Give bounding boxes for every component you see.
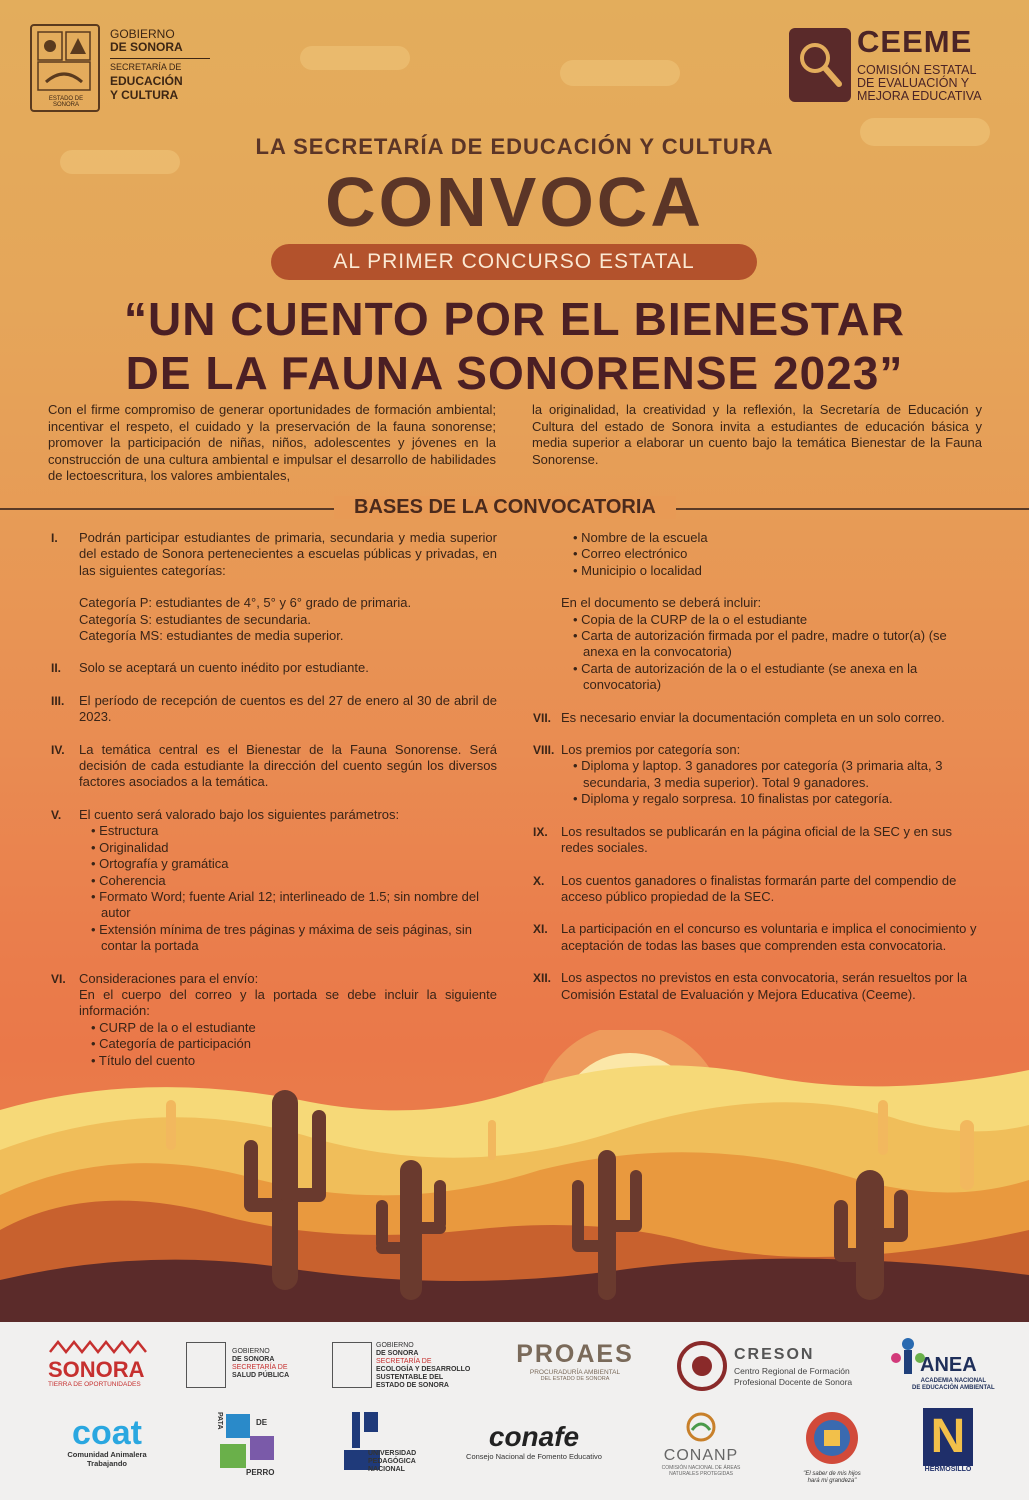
upn-l2: PEDAGÓGICA xyxy=(368,1458,416,1465)
base-text: En el cuerpo del correo y la portada se debe incluir la siguiente información: xyxy=(79,986,497,1019)
gob-line5-text: Y CULTURA xyxy=(110,88,179,102)
gob-line1: GOBIERNO xyxy=(110,27,175,41)
creson-l1: Centro Regional de Formación xyxy=(734,1366,850,1376)
school-seal-logo xyxy=(796,1410,868,1484)
ceeme-sub2: DE EVALUACIÓN Y xyxy=(857,76,970,90)
base-text: Los aspectos no previstos en esta convocatoria, serán resueltos por la Comisión Estatal de Evaluación y Mejora Educativa (Ceeme). xyxy=(561,970,968,1002)
bullet-item: • Carta de autorización de la o el estudiante (se anexa en la convocatoria) xyxy=(573,660,918,693)
base-item-x xyxy=(533,872,979,906)
base-text: El período de recepción de cuentos es del 27 de enero al 30 de abril de 2023. xyxy=(79,692,497,725)
ecologia-l5: SUSTENTABLE DEL xyxy=(376,1374,444,1381)
ceeme-sub1: COMISIÓN ESTATAL xyxy=(857,63,977,77)
gob-line4 xyxy=(110,74,183,102)
salud-l1: GOBIERNO xyxy=(232,1348,270,1355)
paw-tile-icon xyxy=(250,1436,274,1460)
state-seal-icon xyxy=(30,24,100,112)
ecologia-l4: ECOLOGÍA Y DESARROLLO xyxy=(376,1366,471,1373)
ecologia-l1: GOBIERNO xyxy=(376,1342,414,1349)
base-item-vi-cont xyxy=(561,530,979,694)
conanp-name: CONANP xyxy=(663,1447,739,1464)
category-p: Categoría P: estudiantes de 4°, 5° y 6° grado de primaria. xyxy=(79,595,412,611)
creson-logo xyxy=(676,1340,856,1390)
ecologia-logo xyxy=(332,1342,482,1392)
bases-column-right xyxy=(533,530,979,1019)
sonora-tag: TIERRA DE OPORTUNIDADES xyxy=(48,1381,141,1388)
bullet-item: • Municipio o localidad xyxy=(573,562,702,578)
base-number: XI. xyxy=(533,922,548,937)
gob-line2: DE SONORA xyxy=(110,40,183,54)
sonora-pattern-icon xyxy=(48,1340,152,1354)
creson-star-icon xyxy=(676,1340,728,1392)
state-seal-icon xyxy=(332,1342,372,1388)
base-text: Los resultados se publicarán en la página oficial de la SEC y en sus redes sociales. xyxy=(561,823,952,856)
base-item-ix xyxy=(533,823,979,857)
gob-line3: SECRETARÍA DE xyxy=(110,62,182,72)
doc-intro: En el documento se deberá incluir: xyxy=(561,595,762,611)
proaes-l2: DEL ESTADO DE SONORA xyxy=(540,1376,610,1382)
creson-l2: Profesional Docente de Sonora xyxy=(734,1377,853,1387)
ceeme-logo xyxy=(789,24,1009,104)
creson-desc xyxy=(734,1366,864,1388)
bullet-item: • Coherencia xyxy=(91,872,166,888)
salud-text xyxy=(232,1348,289,1380)
bullet-item: • Extensión mínima de tres páginas y máxima de seis páginas, sin contar la portada xyxy=(91,921,473,954)
base-text: Los premios por categoría son: xyxy=(561,742,741,758)
base-text: El cuento será valorado bajo los siguientes parámetros: xyxy=(79,806,400,822)
bullet-item: • Nombre de la escuela xyxy=(573,530,708,545)
coat-l2: Trabajando xyxy=(86,1459,127,1468)
conafe-logo xyxy=(454,1422,614,1466)
school-seal-icon xyxy=(804,1410,860,1466)
base-number: X. xyxy=(533,873,545,888)
anea-name: ANEA xyxy=(920,1354,977,1376)
gobierno-sonora-logo xyxy=(30,24,210,110)
cloud xyxy=(300,46,410,70)
base-item-iv xyxy=(51,741,497,791)
upn-text xyxy=(368,1450,416,1474)
anea-l1: ACADEMIA NACIONAL xyxy=(920,1378,987,1384)
anea-logo xyxy=(888,1336,1000,1396)
base-item-iii xyxy=(51,692,497,726)
category-ms: Categoría MS: estudiantes de media superior. xyxy=(79,628,344,644)
contest-title xyxy=(40,292,989,400)
bullet-item: • Originalidad xyxy=(91,839,169,855)
base-number: III. xyxy=(51,693,65,708)
category-s: Categoría S: estudiantes de secundaria. xyxy=(79,611,311,627)
base-text: Solo se aceptará un cuento inédito por estudiante. xyxy=(79,660,369,676)
bases-heading: BASES DE LA CONVOCATORIA xyxy=(334,496,676,519)
conanp-l2: NATURALES PROTEGIDAS xyxy=(669,1471,733,1477)
normal-name: HERMOSILLO xyxy=(924,1466,972,1473)
seal-caption: ESTADO DE SONORA xyxy=(48,96,84,108)
ecologia-l2: DE SONORA xyxy=(376,1350,419,1357)
quote-l1: "El saber de mis hijos xyxy=(803,1471,861,1477)
base-number: IX. xyxy=(533,824,548,839)
contest-title-line1: “UN CUENTO POR EL BIENESTAR xyxy=(124,293,905,345)
paw-tile-icon xyxy=(226,1414,250,1438)
base-item-vii xyxy=(533,709,979,726)
perro-text: PERRO xyxy=(246,1468,275,1477)
base-item-xi xyxy=(533,921,979,954)
base-number: VIII. xyxy=(533,743,555,758)
ecologia-l3: SECRETARÍA DE xyxy=(376,1358,432,1365)
de-text: DE xyxy=(256,1418,268,1427)
conafe-name: conafe xyxy=(488,1421,580,1452)
ecologia-l6: ESTADO DE SONORA xyxy=(376,1382,449,1389)
coat-l1: Comunidad Animalera xyxy=(67,1450,147,1459)
ceeme-sub3: MEJORA EDUCATIVA xyxy=(857,89,982,103)
base-text: Los cuentos ganadores o finalistas formarán parte del compendio de acceso público propiedad de la SEC. xyxy=(561,872,957,904)
anea-desc xyxy=(912,1378,995,1392)
base-item-i xyxy=(51,530,497,644)
gob-line4-text: EDUCACIÓN xyxy=(110,74,183,88)
divider xyxy=(110,58,210,59)
bullet-item: • Formato Word; fuente Arial 12; interlineado de 1.5; sin nombre del autor xyxy=(91,888,480,921)
proaes-name: PROAES xyxy=(516,1340,634,1368)
proaes-l1: PROCURADURÍA AMBIENTAL xyxy=(529,1369,621,1376)
upn-l1: UNIVERSIDAD xyxy=(368,1450,417,1457)
convoca-heading: CONVOCA xyxy=(325,163,704,241)
base-text: Es necesario enviar la documentación completa en un solo correo. xyxy=(561,709,945,725)
bullet-item: • Estructura xyxy=(91,823,159,839)
base-number: IV. xyxy=(51,742,65,757)
bullet-item: • Título del cuento xyxy=(91,1052,196,1068)
salud-l3: SECRETARÍA DE xyxy=(232,1364,288,1371)
coat-logo xyxy=(52,1416,162,1476)
bullet-item: • Carta de autorización firmada por el padre, madre o tutor(a) (se anexa en la convocatoria) xyxy=(573,628,947,660)
base-text: Consideraciones para el envío: xyxy=(79,970,259,986)
seal-quote xyxy=(796,1471,868,1485)
intro-right: la originalidad, la creatividad y la reflexión, la Secretaría de Educación y Cultura del estado de Sonora invita a estudiantes de educación básica y media superior a elaborar un cuento bajo la temática Bienestar de la Fauna Sonorense. xyxy=(532,402,982,467)
base-number: VI. xyxy=(51,971,66,986)
normal-hermosillo-logo xyxy=(918,1408,978,1480)
kicker-heading: LA SECRETARÍA DE EDUCACIÓN Y CULTURA xyxy=(255,134,774,159)
anea-l2: DE EDUCACIÓN AMBIENTAL xyxy=(912,1385,995,1391)
ceeme-subtitle xyxy=(857,64,1007,103)
salud-l4: SALUD PÚBLICA xyxy=(232,1372,290,1379)
ecologia-text xyxy=(376,1342,470,1390)
base-text: Podrán participar estudiantes de primaria, secundaria y media superior del estado de Sonora pertenecientes a escuelas públicas y privadas, en las siguientes categorías: xyxy=(79,530,497,578)
base-number: II. xyxy=(51,661,62,676)
base-text: La participación en el concurso es voluntaria e implica el conocimiento y aceptación de todas las bases que comprenden esta convocatoria. xyxy=(561,921,977,953)
bullet-item: • Categoría de participación xyxy=(91,1036,251,1052)
proaes-logo xyxy=(505,1340,645,1390)
magnifier-icon xyxy=(789,28,851,102)
conanp-emblem-icon xyxy=(684,1412,718,1442)
base-item-xii xyxy=(533,970,979,1003)
bullet-item: • Copia de la CURP de la o el estudiante xyxy=(573,611,808,627)
base-number: V. xyxy=(51,807,62,822)
salud-l2: DE SONORA xyxy=(232,1356,275,1363)
pata-de-perro-logo xyxy=(216,1412,280,1482)
base-number: XII. xyxy=(533,971,552,986)
bullet-item: • CURP de la o el estudiante xyxy=(91,1019,256,1035)
bullet-item: • Correo electrónico xyxy=(573,546,688,562)
base-number: VII. xyxy=(533,710,552,725)
creson-name: CRESON xyxy=(734,1346,815,1363)
sonora-logo xyxy=(48,1340,158,1392)
contest-pill: AL PRIMER CONCURSO ESTATAL xyxy=(271,244,757,280)
conafe-l1: Consejo Nacional de Fomento Educativo xyxy=(466,1452,602,1461)
bases-column-left xyxy=(51,530,497,1085)
intro-left: Con el firme compromiso de generar oportunidades de formación ambiental; incentivar el respeto, el cuidado y la preservación de la fauna sonorense; promover la participación de niñas, niños, adolescentes y jóvenes en la construcción de una cultura ambiental e impulsar el desarrollo de habilidades de lectoescritura, los valores ambientales, xyxy=(48,402,496,483)
pata-text: PATA xyxy=(216,1412,223,1430)
spacer xyxy=(79,579,497,595)
bullet-item: • Ortografía y gramática xyxy=(91,856,229,872)
upn-l3: NACIONAL xyxy=(368,1466,405,1473)
conanp-logo xyxy=(656,1412,746,1476)
contest-title-line2: DE LA FAUNA SONORENSE 2023” xyxy=(125,347,904,399)
coat-name: coat xyxy=(72,1414,142,1452)
bullet-item: • Diploma y regalo sorpresa. 10 finalistas por categoría. xyxy=(573,791,893,807)
salud-publica-logo xyxy=(186,1342,306,1392)
desert-landscape-illustration xyxy=(0,1030,1029,1325)
bullet-item: • Diploma y laptop. 3 ganadores por categoría (3 primaria alta, 3 secundaria, 3 media superior). Total 9 ganadores. xyxy=(573,758,943,790)
sonora-name: SONORA xyxy=(48,1357,145,1382)
base-text: La temática central es el Bienestar de la Fauna Sonorense. Será decisión de cada estudiante la dirección del cuento según los diversos factores asociados a la temática. xyxy=(79,741,497,790)
paw-tile-icon xyxy=(220,1444,246,1468)
base-number: I. xyxy=(51,531,58,545)
ceeme-title: CEEME xyxy=(857,24,973,59)
base-item-ii xyxy=(51,660,497,676)
upn-logo xyxy=(342,1410,432,1482)
quote-l2: hará mi grandeza" xyxy=(807,1478,857,1484)
sponsor-logos-footer xyxy=(0,1322,1029,1500)
spacer xyxy=(561,579,979,595)
conanp-l1: COMISIÓN NACIONAL DE ÁREAS xyxy=(661,1465,741,1471)
state-seal-icon xyxy=(186,1342,226,1388)
base-item-viii xyxy=(533,742,979,808)
normal-n-icon: N xyxy=(923,1408,973,1466)
cloud xyxy=(560,60,680,86)
base-item-v xyxy=(51,806,497,955)
